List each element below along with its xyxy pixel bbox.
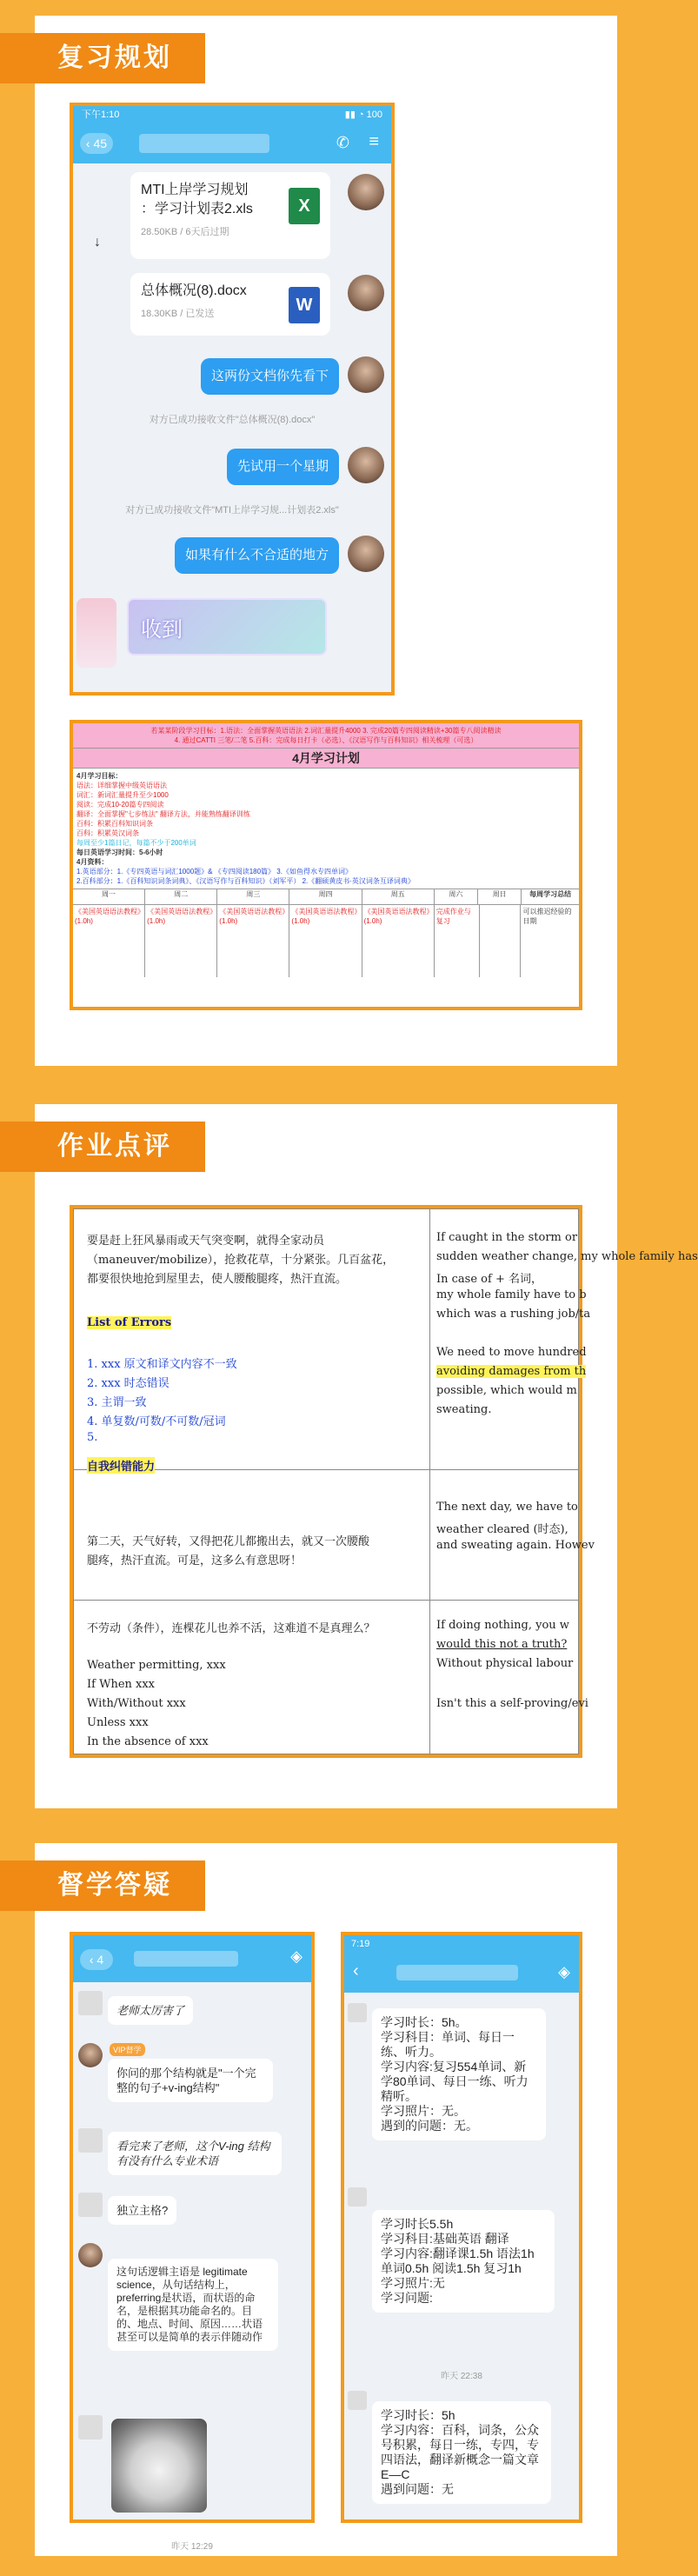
sticker-message [127, 598, 327, 656]
status-bar [73, 106, 391, 123]
table-cell: 《美国英语语法教程》(1.0h) [289, 905, 362, 977]
ticket-icon[interactable]: ◈ [558, 1963, 570, 1980]
goal-item: 百科：积累英汉词条 [76, 829, 139, 837]
avatar [348, 356, 384, 393]
translation-line: If doing nothing, you w [436, 1619, 569, 1632]
goal-item: 语法：详细掌握中级英语语法 [76, 782, 167, 789]
plan-header-line1: 若某某阶段学习目标：1.语法：全面掌握英语语法 2.词汇量提升4000 3. 完成20篇专四阅读精读+30篇专八阅读精读 [150, 727, 502, 735]
chat-area [344, 1993, 579, 2519]
file-meta: 18.30KB / 已发送 [141, 309, 215, 319]
note-line: In the absence of xxx [87, 1735, 209, 1748]
word-file-icon: W [289, 287, 320, 323]
table-cell: 完成作业与复习 [435, 905, 480, 977]
translation-line: Without physical labour [436, 1657, 574, 1670]
goal-item: 阅读：完成10-20篇专四阅读 [76, 801, 164, 809]
daily-hours: 每日英语学习时间：5-6小时 [76, 849, 163, 856]
chat-header [73, 123, 391, 163]
system-notice: 对方已成功接收文件"MTI上岸学习规...计划表2.xls" [125, 505, 339, 516]
translation-line: If caught in the storm or [436, 1231, 578, 1244]
column-header: 周四 [289, 889, 362, 904]
error-item: 5. [87, 1431, 98, 1444]
message-bubble: 独立主格? [108, 2196, 176, 2225]
translation-line: The next day, we have to [436, 1501, 578, 1514]
error-item: 3. 主谓一致 [87, 1396, 147, 1409]
translation-line: weather cleared (时态), [436, 1523, 568, 1536]
essay-right-column [431, 1208, 698, 1754]
message-bubble: 先试用一个星期 [227, 449, 339, 485]
avatar [348, 447, 384, 483]
column-header: 每周学习总结 [529, 890, 572, 898]
essay-review-screenshot [70, 1205, 698, 1758]
menu-icon[interactable]: ≡ [369, 132, 379, 151]
back-count: 45 [93, 136, 108, 150]
translation-line: and sweating again. Howev [436, 1539, 595, 1552]
goal-item: 百科：积累百科知识词条 [76, 820, 153, 828]
column-header: 周二 [145, 889, 217, 904]
blurred-avatar [348, 2003, 367, 2022]
message-bubble: 你问的那个结构就是"一个完整的句子+v-ing结构" [108, 2059, 273, 2102]
translation-line: In case of + 名词， [436, 1273, 542, 1286]
back-icon[interactable]: ‹ [353, 1961, 359, 1980]
message-bubble: 学习时长5.5h 学习科目:基础英语 翻译 学习内容:翻译课1.5h 语法1h 单词0.5h 阅读1.5h 复习1h 学习照片:无 学习问题: [372, 2210, 555, 2313]
error-item: 1. xxx 原文和译文内容不一致 [87, 1358, 237, 1371]
plan-table [73, 889, 579, 904]
back-button[interactable]: ‹ 4 [80, 1949, 113, 1970]
timestamp: 昨天 22:38 [441, 2372, 482, 2381]
plan-goals [73, 769, 579, 889]
table-cell: 《美国英语语法教程》(1.0h) [362, 905, 435, 977]
note-line: If When xxx [87, 1678, 156, 1691]
source-line: （maneuver/mobilize），抢救花草，十分紧张。几百盆花， [87, 1254, 395, 1267]
contact-name-blur [134, 1951, 238, 1967]
translation-line: would this not a truth? [436, 1638, 568, 1651]
chat-header [73, 1935, 311, 1982]
translation-line: sweating. [436, 1403, 492, 1416]
plan-header [73, 723, 579, 748]
plan-title: 4月学习计划 [73, 748, 579, 769]
errors-heading: List of Errors [87, 1316, 172, 1329]
status-time: 7:19 [351, 1939, 370, 1949]
goal-item: 词汇：新词汇量提升至少1000 [76, 791, 169, 799]
goal-item: 每周至少1篇日记，每篇不少于200单词 [76, 839, 196, 847]
section-title-qa: 督学答疑 [24, 1860, 205, 1911]
avatar [348, 536, 384, 572]
chat-header [344, 1935, 579, 1993]
section-title-review: 作业点评 [24, 1122, 205, 1172]
file-message-docx[interactable] [130, 273, 330, 336]
materials-line: 2.百科部分：1.《百科知识词条词典》、《汉语写作与百科知识》（刘军平） 2.《翻硕黄皮书·英汉词条互译词典》 [76, 877, 415, 885]
contact-name-blur [396, 1965, 518, 1980]
table-cell-empty [480, 905, 522, 977]
source-line: 第二天，天气好转，又得把花儿都搬出去，就又一次腰酸 [87, 1535, 370, 1548]
materials-label: 4月资料： [76, 858, 109, 866]
contact-name-blur [139, 134, 269, 153]
translation-line: my whole family have to b [436, 1288, 587, 1301]
system-notice: 对方已成功接收文件"总体概况(8).docx" [149, 415, 316, 425]
translation-line: We need to move hundred [436, 1346, 587, 1359]
table-cell: 《美国英语语法教程》(1.0h) [217, 905, 289, 977]
note-line: Unless xxx [87, 1716, 149, 1729]
message-bubble: 学习时长：5h。 学习科目：单词、每日一练、听力。 学习内容:复习554单词、新学80单词、每日一练、听力精听。 学习照片：无。 遇到的问题：无。 [372, 2008, 546, 2140]
avatar [348, 174, 384, 210]
note-line: With/Without xxx [87, 1697, 186, 1710]
sender-role-badge: VIP督学 [110, 2043, 145, 2056]
source-line: 腿疼，热汗直流。可是，这多么有意思呀！ [87, 1554, 302, 1568]
essay-table [73, 1208, 698, 1754]
message-bubble: 如果有什么不合适的地方 [175, 537, 339, 574]
message-bubble: 老师太厉害了 [108, 1996, 193, 2025]
translation-line: which was a rushing job/ta [436, 1308, 591, 1321]
file-message-xls[interactable] [130, 172, 330, 259]
study-plan-sheet [70, 720, 582, 1010]
phone-icon[interactable]: ✆ [336, 134, 349, 151]
error-item: 4. 单复数/可数/不可数/冠词 [87, 1415, 226, 1428]
section-title-plan: 复习规划 [24, 33, 205, 83]
column-header: 周六 [435, 889, 478, 904]
blurred-avatar [78, 2415, 103, 2440]
translation-line: Isn't this a self-proving/evi [436, 1697, 588, 1710]
avatar [78, 2043, 103, 2067]
goal-item: 翻译：全面掌握"七步练法" 翻译方法，并能熟练翻译训练 [76, 810, 250, 818]
avatar [348, 275, 384, 311]
file-name: 总体概况(8).docx [141, 283, 247, 298]
chat-screenshot-plan [70, 103, 395, 696]
message-bubble: 这句话逻辑主语是 legitimate science，从句话结构上，preferring是状语，而状语的命名，是根据其功能命名的。目的、地点、时间、原因……状语 甚至可以是简单的表示伴随动作 [108, 2259, 278, 2351]
self-correction: 自我纠错能力 [87, 1457, 155, 1474]
source-line: 要是赶上狂风暴雨或天气突变啊，就得全家动员 [87, 1235, 325, 1248]
translation-line: sudden weather change, my whole family has [436, 1250, 698, 1263]
file-name-line1: MTI上岸学习规划 [141, 183, 249, 197]
translation-line: possible, which would m [436, 1384, 577, 1397]
table-cell: 可以推迟经验的日期 [522, 908, 572, 925]
timestamp: 昨天 12:29 [171, 2542, 213, 2552]
goal-label: 4月学习目标： [76, 772, 123, 780]
back-count: 4 [96, 1953, 104, 1967]
blurred-avatar [78, 1991, 103, 2015]
plan-header-line2: 4. 通过CATTI 三笔/二笔 5.百科：完成每日打卡（必选）、《汉语写作与百科知识》相关梳理（可选） [174, 736, 478, 744]
message-bubble: 学习时长：5h 学习内容：百科，词条，公众号积累，每日一练，专四，专四语法，翻译新概念一篇文章E—C 遇到问题：无 [372, 2401, 551, 2504]
avatar [78, 2243, 103, 2267]
column-header: 周一 [73, 889, 145, 904]
chat-screenshot-qa [70, 1932, 315, 2552]
excel-file-icon: X [289, 188, 320, 224]
chat-area [73, 1982, 311, 2552]
status-icons: ▮▮ ◔ 100 [344, 110, 382, 120]
ticket-icon[interactable]: ◈ [290, 1947, 302, 1965]
blurred-avatar [78, 2193, 103, 2217]
column-header: 周日 [478, 889, 522, 904]
sticker-avatar [76, 598, 116, 668]
cat-photo-message[interactable] [111, 2419, 207, 2513]
message-bubble: 这两份文档你先看下 [201, 358, 339, 395]
sticker-text: 收到 [141, 618, 183, 642]
translation-line: avoiding damages from th [436, 1365, 587, 1378]
back-button[interactable]: ‹ 45 [80, 133, 113, 154]
blurred-avatar [348, 2187, 367, 2207]
column-header: 周五 [362, 889, 435, 904]
materials-line: 1.英语部分：1.《专四英语与词汇1000题》& 《专四阅读180篇》 3.《如鱼得水专四单词》 [76, 868, 352, 875]
table-divider-v [429, 1208, 430, 1754]
essay-left-column [73, 1208, 429, 1754]
chat-area [73, 163, 391, 692]
message-bubble: 看完来了老师，这个V-ing 结构有没有什么专业术语 [108, 2132, 282, 2175]
file-name-line2: ：学习计划表2.xls [141, 202, 253, 216]
status-time: 下午1:10 [82, 110, 120, 120]
table-cell: 《美国英语语法教程》(1.0h) [145, 905, 217, 977]
note-line: Weather permitting, xxx [87, 1659, 226, 1672]
source-line: 不劳动（条件），连棵花儿也养不活，这难道不是真理么？ [87, 1622, 376, 1635]
file-meta: 28.50KB / 6天后过期 [141, 227, 229, 237]
table-cell: 《美国英语语法教程》(1.0h) [73, 905, 145, 977]
chat-screenshot-checkins [341, 1932, 582, 2523]
plan-table-body [73, 904, 579, 977]
source-line: 都要很快地抢到屋里去，使人腰酸腿疼，热汗直流。 [87, 1273, 348, 1286]
download-icon[interactable]: ↓ [94, 235, 101, 250]
blurred-avatar [348, 2391, 367, 2410]
blurred-avatar [78, 2128, 103, 2153]
error-item: 2. xxx 时态错误 [87, 1377, 170, 1390]
column-header: 周三 [217, 889, 289, 904]
